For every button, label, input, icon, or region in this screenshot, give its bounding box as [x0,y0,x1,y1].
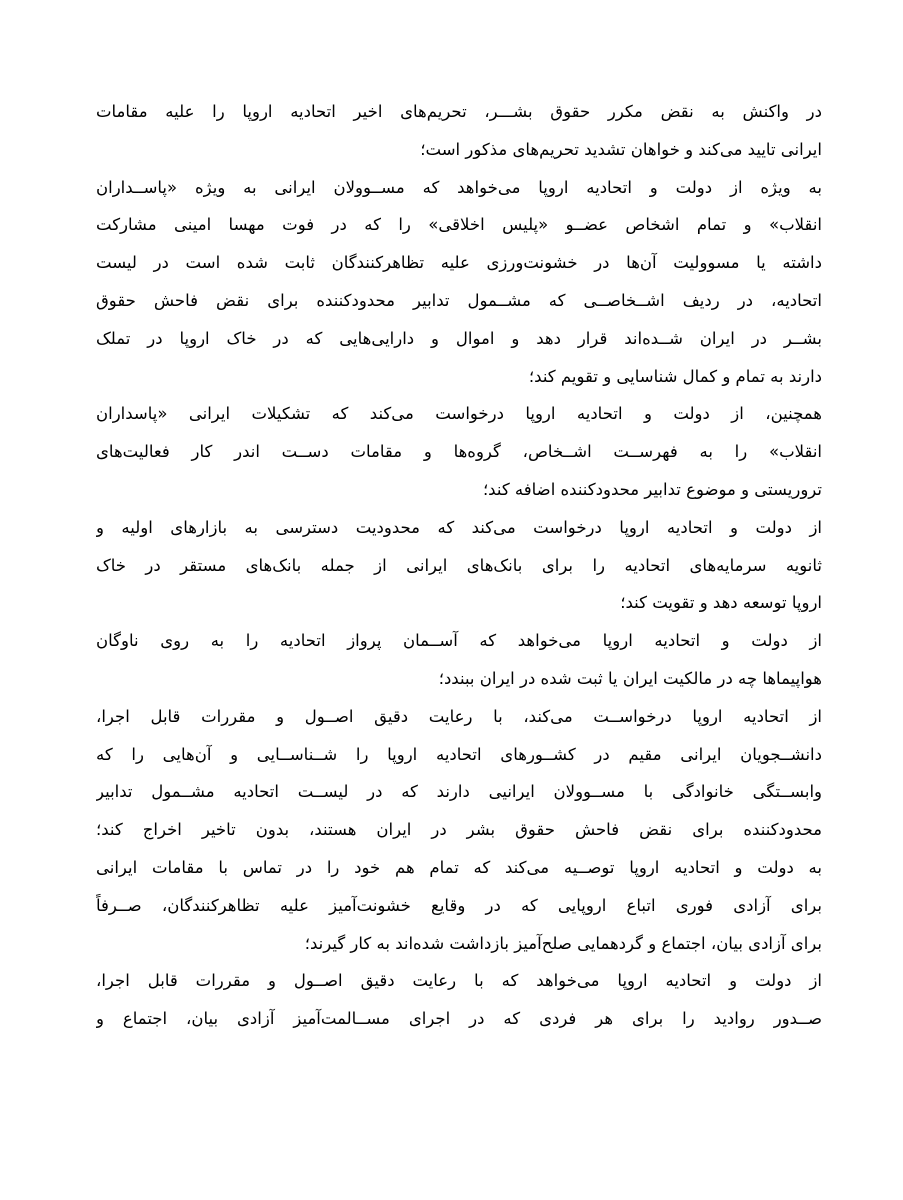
text-line-7: بشــر در ایران شــده‌اند قرار دهد و اموال و دارایی‌هایی که در خاک اروپا در تملک [96,328,822,348]
text-line-20: محدودکننده برای نقض فاحش حقوق بشر در ایران هستند، بدون تاخیر اخراج کند؛ [96,820,822,840]
text-line-17: از اتحادیه اروپا درخواســت می‌کند، با رعایت دقیق اصــول و مقررات قابل اجرا، [96,706,822,726]
text-line-2: ایرانی تایید می‌کند و خواهان تشدید تحریم‌های مذکور است؛ [420,139,822,159]
text-line-6: اتحادیه، در ردیف اشــخاصــی که مشــمول تدابیر محدودکننده برای نقض فاحش حقوق [96,290,822,310]
text-line-9: همچنین، از دولت و اتحادیه اروپا درخواست می‌کند که تشکیلات ایرانی «پاسداران [96,404,822,424]
text-line-24: از دولت و اتحادیه اروپا می‌خواهد که با رعایت دقیق اصــول و مقررات قابل اجرا، [96,971,822,991]
text-line-23: برای آزادی بیان، اجتماع و گردهمایی صلح‌آمیز بازداشت شده‌اند به کار گیرند؛ [304,933,822,953]
text-line-15: از دولت و اتحادیه اروپا می‌خواهد که آســمان پرواز اتحادیه را به روی ناوگان [96,631,822,651]
text-line-10: انقلاب» را به فهرســت اشــخاص، گروه‌ها و مقامات دســت اندر کار فعالیت‌های [96,442,822,462]
text-line-8: دارند به تمام و کمال شناسایی و تقویم کند؛ [528,366,822,386]
text-line-25: صــدور روادید را برای هر فردی که در اجرای مســالمت‌آمیز آزادی بیان، اجتماع و [96,1009,822,1029]
text-line-21: به دولت و اتحادیه اروپا توصــیه می‌کند که تمام هم خود را در تماس با مقامات ایرانی [96,857,822,877]
text-line-14: اروپا توسعه دهد و تقویت کند؛ [620,593,822,613]
text-line-22: برای آزادی فوری اتباع اروپایی که در وقایع خشونت‌آمیز علیه تظاهرکنندگان، صــرفاً [96,895,822,915]
text-line-3: به ویژه از دولت و اتحادیه اروپا می‌خواهد که مســوولان ایرانی به ویژه «پاســداران [96,177,822,197]
text-line-18: دانشــجویان ایرانی مقیم در کشــورهای اتحادیه اروپا را شــناســایی و آن‌هایی را که [96,744,822,764]
text-line-16: هواپیماها چه در مالکیت ایران یا ثبت شده در ایران ببندد؛ [438,668,822,688]
body-text [96,93,822,1038]
text-line-1: در واکنش به نقض مکرر حقوق بشـــر، تحریم‌های اخیر اتحادیه اروپا را علیه مقامات [96,102,822,121]
text-line-11: تروریستی و موضوع تدابیر محدودکننده اضافه کند؛ [482,479,822,499]
text-line-4: انقلاب» و تمام اشخاص عضــو «پلیس اخلاقی» را که در فوت مهسا امینی مشارکت [96,215,822,235]
text-line-19: وابســتگی خانوادگی با مســوولان ایرانیی دارند که در لیســت اتحادیه مشــمول تدابیر [96,782,822,802]
text-line-5: داشته یا مسوولیت آن‌ها در خشونت‌ورزی علیه تظاهرکنندگان ثابت شده است در لیست [96,253,822,273]
text-line-13: ثانویه سرمایه‌های اتحادیه را برای بانک‌های ایرانی از جمله بانک‌های مستقر در خاک [96,555,822,575]
text-line-12: از دولت و اتحادیه اروپا درخواست می‌کند که محدودیت دسترسی به بازارهای اولیه و [96,517,822,537]
